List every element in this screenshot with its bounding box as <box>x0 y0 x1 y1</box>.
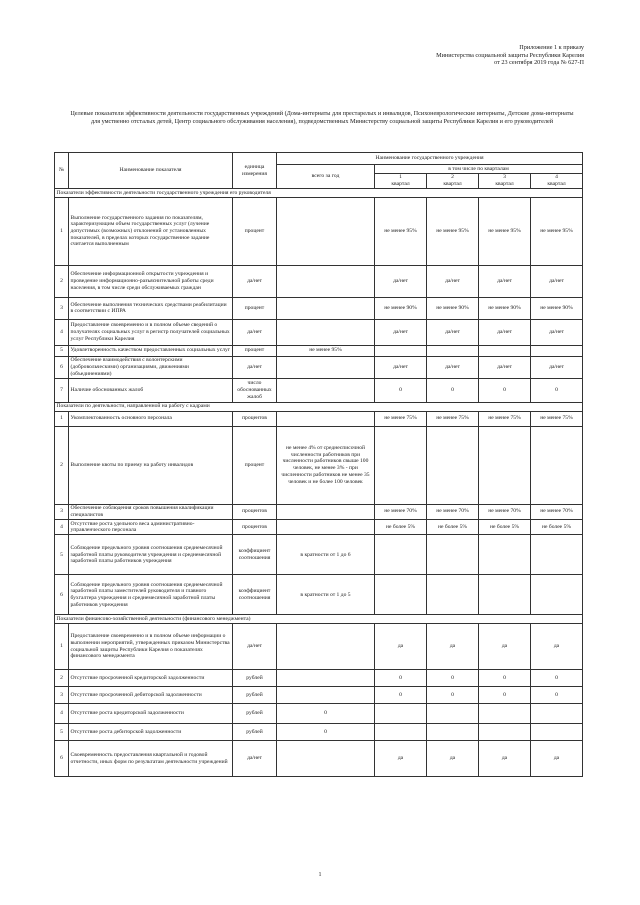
appendix-line-3: от 23 сентября 2019 года № 627-П <box>494 59 584 67</box>
quarter-value-cell: 0 <box>427 670 479 687</box>
table-row <box>55 575 583 615</box>
quarter-value-cell <box>427 535 479 575</box>
quarter-value-cell: 0 <box>479 670 531 687</box>
quarter-value-cell: да <box>531 741 583 777</box>
quarter-value-cell: 0 <box>427 378 479 402</box>
quarter-value-cell <box>531 704 583 724</box>
section-title: Показатели финансово-хозяйственной деятельности (финансового менеджмента) <box>55 615 583 624</box>
table-row <box>55 504 583 519</box>
header-quarter <box>375 173 427 188</box>
row-number: 4 <box>55 319 69 345</box>
unit-cell: процент <box>233 345 277 356</box>
quarter-number: 4 <box>555 174 558 181</box>
quarter-label: квартал <box>443 180 462 187</box>
table-row <box>55 411 583 426</box>
total-year-cell <box>277 297 375 319</box>
quarter-value-cell: не менее 95% <box>479 197 531 265</box>
quarter-value-cell: 0 <box>531 378 583 402</box>
quarter-value-cell: 0 <box>479 378 531 402</box>
unit-cell: рублей <box>233 670 277 687</box>
row-number: 2 <box>55 265 69 297</box>
indicator-name: Выполнение государственного задания по показателям, характеризующим объем государственных услуг (лучение допустимых (возможных) отклонений от установленных показателей, в пределах которых государственное задание считается выполненным <box>69 197 233 265</box>
quarter-value-cell <box>531 724 583 741</box>
quarter-value-cell: не менее 95% <box>375 197 427 265</box>
table-row <box>55 356 583 378</box>
total-year-cell <box>277 670 375 687</box>
quarter-value-cell: не менее 75% <box>479 411 531 426</box>
unit-cell: да/нет <box>233 356 277 378</box>
quarter-value-cell: не менее 75% <box>531 411 583 426</box>
row-number: 2 <box>55 670 69 687</box>
quarter-value-cell: 0 <box>375 670 427 687</box>
unit-cell: процент <box>233 426 277 504</box>
total-year-cell <box>277 411 375 426</box>
section-title: Показатели по деятельности, направленной на работу с кадрами <box>55 402 583 411</box>
indicator-name: Отсутствие роста дебиторской задолженности <box>69 724 233 741</box>
quarter-value-cell: да/нет <box>531 265 583 297</box>
table-row <box>55 624 583 670</box>
section-row <box>55 189 583 198</box>
quarter-value-cell: да/нет <box>427 319 479 345</box>
quarter-value-cell: не менее 70% <box>479 504 531 519</box>
quarter-value-cell: не менее 90% <box>375 297 427 319</box>
page-number: 1 <box>318 872 322 878</box>
quarter-value-cell: не менее 70% <box>375 504 427 519</box>
quarter-value-cell <box>479 426 531 504</box>
quarter-value-cell <box>479 724 531 741</box>
quarter-value-cell <box>427 724 479 741</box>
total-year-cell: не менее 95% <box>277 345 375 356</box>
header-indicator-name: Наименование показателя <box>69 153 233 189</box>
quarter-value-cell: 0 <box>479 687 531 704</box>
quarter-value-cell <box>531 426 583 504</box>
table-row <box>55 265 583 297</box>
unit-cell: да/нет <box>233 741 277 777</box>
quarter-value-cell: не менее 70% <box>427 504 479 519</box>
quarter-value-cell: да/нет <box>375 356 427 378</box>
quarter-value-cell <box>479 704 531 724</box>
row-number: 3 <box>55 687 69 704</box>
total-year-cell <box>277 687 375 704</box>
quarter-value-cell: да/нет <box>531 319 583 345</box>
indicator-name: Своевременность предоставления квартальной и годовой отчетности, иных форм по результатам деятельности учреждений <box>69 741 233 777</box>
total-year-cell <box>277 504 375 519</box>
quarter-number: 3 <box>503 174 506 181</box>
unit-cell: коэффициент соотношения <box>233 575 277 615</box>
quarter-value-cell: да/нет <box>375 265 427 297</box>
quarter-number: 2 <box>451 174 454 181</box>
quarter-value-cell <box>375 704 427 724</box>
quarter-value-cell: не менее 95% <box>427 197 479 265</box>
section-row <box>55 402 583 411</box>
quarter-value-cell <box>427 345 479 356</box>
total-year-cell <box>277 319 375 345</box>
total-year-cell <box>277 197 375 265</box>
row-number: 3 <box>55 504 69 519</box>
quarter-value-cell: да/нет <box>479 265 531 297</box>
header-quarter <box>427 173 479 188</box>
quarter-value-cell: не менее 70% <box>531 504 583 519</box>
table-row <box>55 345 583 356</box>
unit-cell: процент <box>233 197 277 265</box>
total-year-cell <box>277 378 375 402</box>
unit-cell: рублей <box>233 704 277 724</box>
indicator-name: Укомплектованность основного персонала <box>69 411 233 426</box>
total-year-cell: 0 <box>277 704 375 724</box>
indicator-name: Выполнение квоты по приему на работу инвалидов <box>69 426 233 504</box>
quarter-value-cell: не менее 75% <box>375 411 427 426</box>
quarter-value-cell <box>375 575 427 615</box>
indicator-name: Соблюдение предельного уровня соотношения среднемесячной заработной платы заместителей руководителя и главного бухгалтера учреждения и среднемесячной заработной платы работников учреждения <box>69 575 233 615</box>
unit-cell: процент <box>233 297 277 319</box>
row-number: 7 <box>55 378 69 402</box>
header-total-year: всего за год <box>277 165 375 189</box>
indicator-name: Обеспечение соблюдения сроков повышения квалификации специалистов <box>69 504 233 519</box>
header-number: № <box>55 153 69 189</box>
indicator-name: Отсутствие роста удельного веса административно-управленческого персонала <box>69 520 233 535</box>
unit-cell: да/нет <box>233 624 277 670</box>
quarter-value-cell <box>531 345 583 356</box>
row-number: 6 <box>55 575 69 615</box>
quarter-value-cell <box>427 426 479 504</box>
quarter-value-cell <box>427 575 479 615</box>
table-row <box>55 535 583 575</box>
header-institution: Наименование государственного учреждения <box>277 153 583 165</box>
appendix-line-2: Министерства социальной защиты Республики Карелия <box>436 51 584 59</box>
total-year-cell <box>277 356 375 378</box>
table-row <box>55 319 583 345</box>
indicator-name: Отсутствие роста кредиторской задолженности <box>69 704 233 724</box>
indicator-name: Удовлетворенность качеством предоставленных социальных услуг <box>69 345 233 356</box>
total-year-cell: не менее 4% от среднесписочной численности работников при численности работников свыше 100 человек, не менее 3% - при численности работников не менее 35 человек и не более 100 человек <box>277 426 375 504</box>
indicator-name: Обеспечение взаимодействия с волонтерскими (добровольческими) организациями, движениями (объединениями) <box>69 356 233 378</box>
indicator-name: Наличие обоснованных жалоб <box>69 378 233 402</box>
unit-cell: процентов <box>233 411 277 426</box>
unit-cell: да/нет <box>233 319 277 345</box>
quarter-value-cell: 0 <box>375 687 427 704</box>
header-quarter <box>531 173 583 188</box>
document-title: Целевые показатели эффективности деятельности государственных учреждений (Дома-интернаты для престарелых и инвалидов, Психоневрологические интернаты, Детские дома-интернаты для умственно отсталых детей, Центр социального обслуживания населения), подведомственных Министерству социальной защиты Республики Карелия и его руководителей <box>70 110 574 125</box>
indicator-name: Обеспечение выполнения технических средствами реабилитации в соответствии с ИПРА <box>69 297 233 319</box>
quarter-value-cell: да/нет <box>479 356 531 378</box>
row-number: 6 <box>55 741 69 777</box>
table-row <box>55 670 583 687</box>
total-year-cell <box>277 265 375 297</box>
quarter-value-cell <box>375 535 427 575</box>
quarter-value-cell: да/нет <box>531 356 583 378</box>
header-quarter <box>479 173 531 188</box>
quarter-value-cell: 0 <box>531 670 583 687</box>
quarter-value-cell: не менее 75% <box>427 411 479 426</box>
unit-cell: рублей <box>233 687 277 704</box>
quarter-value-cell: 0 <box>427 687 479 704</box>
quarter-value-cell: не менее 90% <box>531 297 583 319</box>
quarter-value-cell: да <box>531 624 583 670</box>
quarter-value-cell <box>479 535 531 575</box>
quarter-label: квартал <box>547 180 566 187</box>
quarter-value-cell: да <box>427 741 479 777</box>
indicator-name: Предоставление своевременно и в полном объеме сведений о получателях социальных услуг в регистр получателей социальных услуг Республики Карелия <box>69 319 233 345</box>
unit-cell: процентов <box>233 520 277 535</box>
indicator-name: Отсутствие просроченной дебиторской задолженности <box>69 687 233 704</box>
row-number: 5 <box>55 345 69 356</box>
quarter-value-cell <box>479 345 531 356</box>
total-year-cell <box>277 520 375 535</box>
quarter-value-cell: 0 <box>531 687 583 704</box>
quarter-value-cell: да <box>375 741 427 777</box>
quarter-value-cell: да <box>479 741 531 777</box>
row-number: 4 <box>55 704 69 724</box>
unit-cell: коэффициент соотношения <box>233 535 277 575</box>
table-row <box>55 687 583 704</box>
table-row <box>55 520 583 535</box>
table-row <box>55 724 583 741</box>
appendix-reference <box>436 44 584 67</box>
quarter-label: квартал <box>391 180 410 187</box>
row-number: 1 <box>55 624 69 670</box>
unit-cell: рублей <box>233 724 277 741</box>
indicator-name: Обеспечение информационной открытости учреждения и проведение информационно-разъяснительной работы среди населения, в том числе среди обслуживаемых граждан <box>69 265 233 297</box>
indicators-table <box>54 152 583 777</box>
quarter-value-cell <box>427 704 479 724</box>
quarter-value-cell: не более 5% <box>427 520 479 535</box>
section-row <box>55 615 583 624</box>
quarter-value-cell: да <box>479 624 531 670</box>
row-number: 1 <box>55 411 69 426</box>
table-row <box>55 297 583 319</box>
quarter-value-cell: да/нет <box>479 319 531 345</box>
indicator-name: Соблюдение предельного уровня соотношения среднемесячной заработной платы руководителя учреждения и среднемесячной заработной платы работников учреждения <box>69 535 233 575</box>
header-quarters-caption: в том числе по кварталам <box>375 165 583 174</box>
total-year-cell <box>277 624 375 670</box>
table-row <box>55 197 583 265</box>
indicators-table-body <box>55 189 583 777</box>
table-row <box>55 704 583 724</box>
quarter-value-cell: не более 5% <box>375 520 427 535</box>
quarter-value-cell: да <box>375 624 427 670</box>
quarter-value-cell <box>375 345 427 356</box>
row-number: 3 <box>55 297 69 319</box>
row-number: 2 <box>55 426 69 504</box>
quarter-value-cell <box>375 426 427 504</box>
quarter-value-cell: не менее 90% <box>479 297 531 319</box>
header-unit: единица измерения <box>233 153 277 189</box>
total-year-cell: в кратности от 1 до 5 <box>277 575 375 615</box>
quarter-value-cell <box>531 535 583 575</box>
quarter-value-cell: не более 5% <box>479 520 531 535</box>
table-row <box>55 378 583 402</box>
quarter-value-cell: да/нет <box>427 356 479 378</box>
table-row <box>55 741 583 777</box>
quarter-value-cell <box>531 575 583 615</box>
total-year-cell <box>277 741 375 777</box>
indicator-name: Предоставление своевременно и в полном объеме информации о выполнении мероприятий, утвержденных приказом Министерства социальной защиты Республики Карелия о показателях финансового менеджмента <box>69 624 233 670</box>
unit-cell: число обоснованных жалоб <box>233 378 277 402</box>
appendix-line-1: Приложение 1 к приказу <box>519 44 584 51</box>
row-number: 4 <box>55 520 69 535</box>
row-number: 5 <box>55 535 69 575</box>
table-row <box>55 426 583 504</box>
quarter-value-cell <box>479 575 531 615</box>
row-number: 1 <box>55 197 69 265</box>
quarter-number: 1 <box>399 174 402 181</box>
total-year-cell: 0 <box>277 724 375 741</box>
row-number: 6 <box>55 356 69 378</box>
quarter-value-cell: да/нет <box>375 319 427 345</box>
unit-cell: процентов <box>233 504 277 519</box>
quarter-value-cell: 0 <box>375 378 427 402</box>
quarter-value-cell <box>375 724 427 741</box>
row-number: 5 <box>55 724 69 741</box>
quarter-label: квартал <box>495 180 514 187</box>
total-year-cell: в кратности от 1 до 6 <box>277 535 375 575</box>
quarter-value-cell: да <box>427 624 479 670</box>
section-title: Показатели эффективности деятельности государственного учреждения его руководителя <box>55 189 583 198</box>
quarter-value-cell: не менее 90% <box>427 297 479 319</box>
quarter-value-cell: не менее 95% <box>531 197 583 265</box>
unit-cell: да/нет <box>233 265 277 297</box>
quarter-value-cell: да/нет <box>427 265 479 297</box>
indicator-name: Отсутствие просроченной кредиторской задолженности <box>69 670 233 687</box>
quarter-value-cell: не более 5% <box>531 520 583 535</box>
